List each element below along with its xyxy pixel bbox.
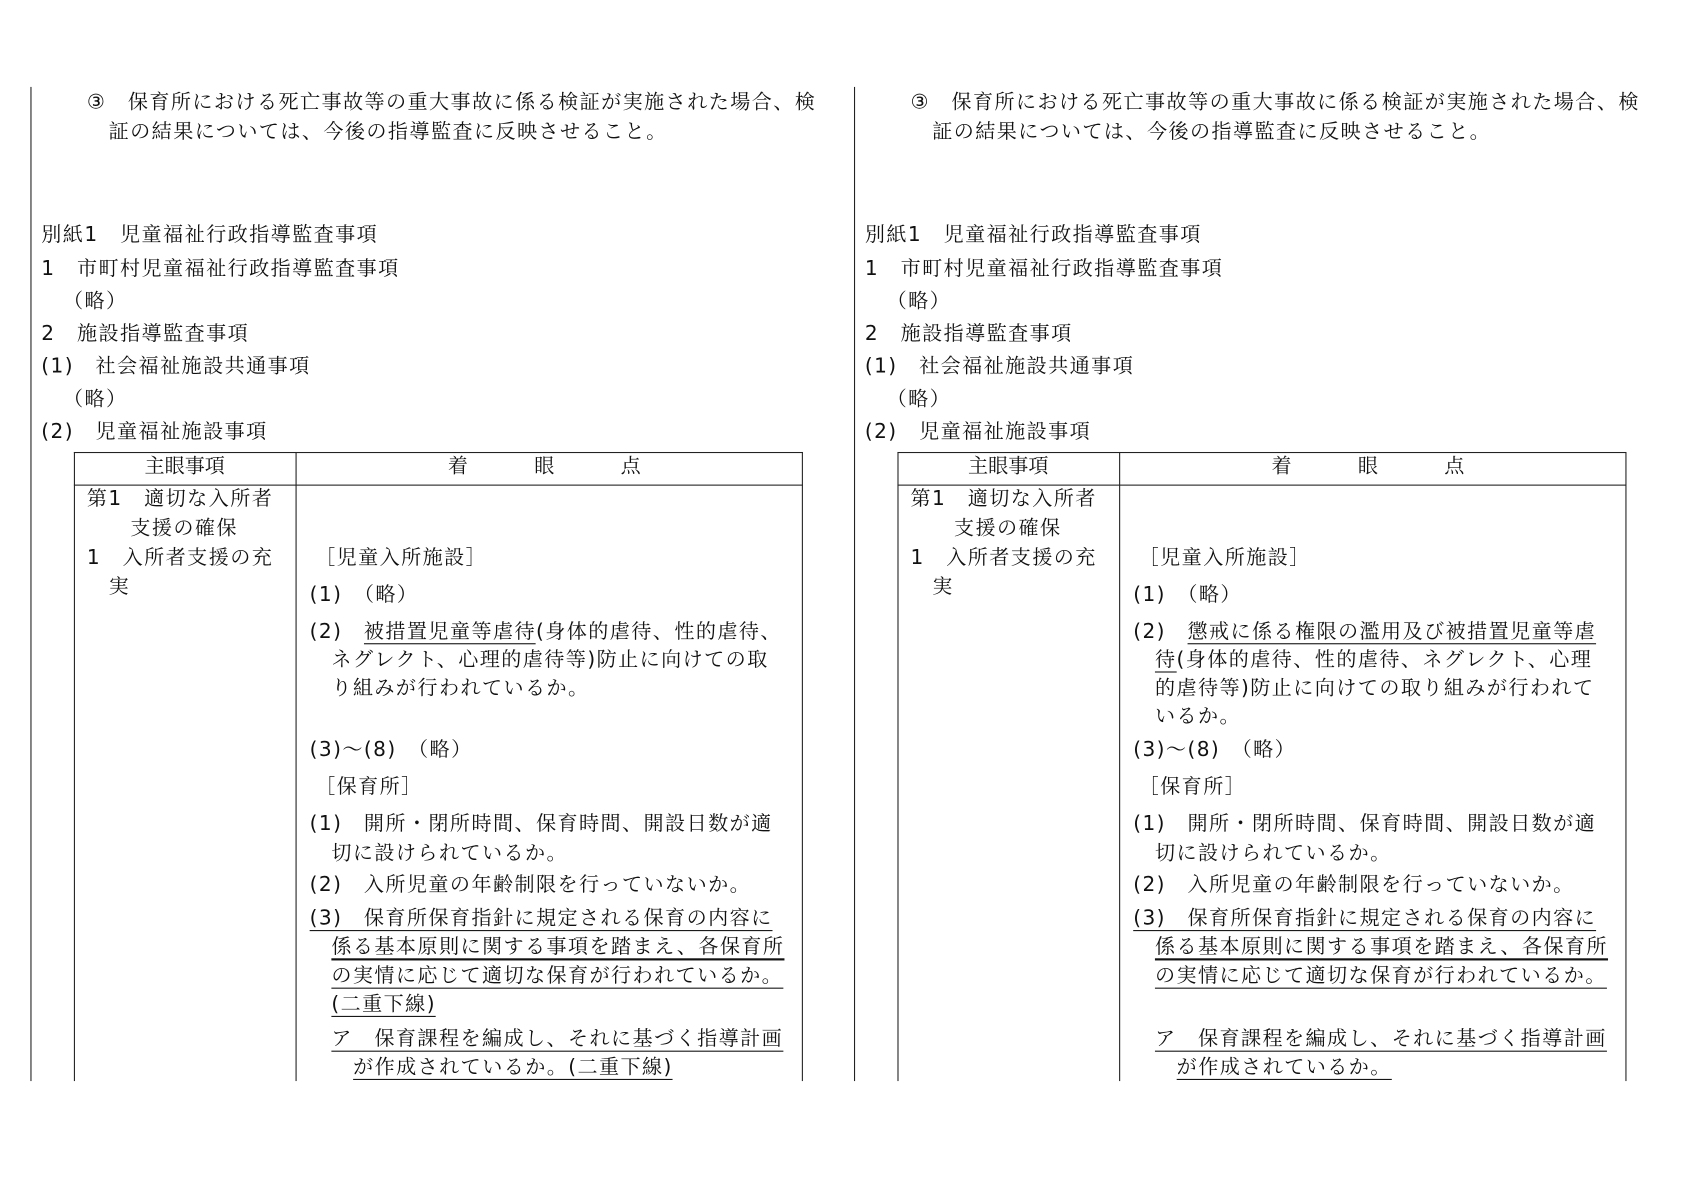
text-line-c1d (109, 575, 131, 601)
table-right-border (1625, 452, 1626, 1081)
text-segment: ［保育所］ (315, 775, 423, 799)
text-line-m (1155, 964, 1607, 990)
text-segment: (身体的虐待、性的虐待、 (535, 620, 782, 644)
text-segment: (1) 社会福祉施設共通事項 (41, 355, 311, 379)
text-line-c1b (130, 516, 238, 542)
table-left-border (74, 452, 75, 1081)
text-line-s3 (63, 289, 128, 315)
text-segment: 2 施設指導監査事項 (41, 322, 250, 346)
text-line-s6 (63, 387, 128, 413)
text-line-a (315, 545, 487, 571)
text-line-s6 (887, 387, 952, 413)
text-segment: 1 市町村児童福祉行政指導監査事項 (864, 257, 1224, 281)
text-segment: ③ 保育所における死亡事故等の重大事故に係る検証が実施された場合、検 (910, 91, 1640, 115)
text-line-k (1133, 906, 1596, 932)
text-line-s4 (865, 322, 1073, 348)
text-segment: 1 入所者支援の充 (910, 546, 1097, 570)
text-line-a (1139, 545, 1311, 571)
text-line-i (1155, 841, 1392, 867)
table-header-main-item: 主眼事項 (144, 455, 225, 479)
text-segment: 別紙1 児童福祉行政指導監査事項 (864, 223, 1202, 247)
text-line-c1a (910, 487, 1096, 513)
text-line-top1 (87, 90, 816, 116)
text-segment: ［児童入所施設］ (1138, 546, 1311, 570)
text-segment: 切に設けられているか。 (331, 842, 569, 865)
text-segment: 支援の確保 (953, 517, 1062, 540)
text-segment: 第1 適切な入所者 (910, 487, 1097, 511)
table-header-main-item: 主眼事項 (968, 455, 1049, 479)
underlined-text: 被措置児童等虐待 (363, 620, 536, 644)
text-segment: いるか。 (1154, 705, 1242, 728)
text-segment: (1) （略） (1133, 583, 1242, 607)
text-line-f (310, 738, 473, 764)
text-line-s4 (41, 322, 249, 348)
text-line-g (315, 775, 423, 801)
text-line-g (1139, 775, 1247, 801)
text-line-s1 (865, 223, 1202, 249)
text-line-d (331, 648, 768, 674)
text-segment: (1) 社会福祉施設共通事項 (864, 355, 1135, 379)
text-line-h (310, 812, 773, 838)
text-segment: (1) 開所・閉所時間、保育時間、開設日数が適 (1133, 812, 1597, 836)
text-segment: 別紙1 児童福祉行政指導監査事項 (41, 223, 379, 247)
underlined-text: の実情に応じて適切な保育が行われているか。 (331, 964, 784, 988)
underlined-text: ア 保育課程を編成し、それに基づく指導計画 (331, 1027, 784, 1051)
text-segment: 切に設けられているか。 (1154, 842, 1392, 865)
text-segment: 実 (932, 575, 954, 599)
text-line-top1 (910, 90, 1639, 116)
text-line-s2 (41, 256, 399, 282)
underlined-text: の実情に応じて適切な保育が行われているか。 (1154, 964, 1607, 988)
text-line-i (331, 841, 568, 867)
text-line-e2 (1155, 704, 1241, 730)
text-segment: (1) （略） (309, 583, 419, 607)
underlined-text: (二重下線) (331, 993, 436, 1016)
text-segment: （略） (63, 387, 128, 411)
text-segment: 2 施設指導監査事項 (864, 322, 1073, 346)
table-header-focus-points: 着 眼 点 (1271, 455, 1474, 479)
text-segment: (3)～(8) （略） (309, 738, 473, 762)
text-segment: (2) 児童福祉施設事項 (41, 420, 268, 444)
text-line-s3 (887, 289, 952, 315)
text-line-c (1133, 619, 1596, 645)
text-line-j (310, 872, 751, 898)
text-segment: 実 (108, 575, 131, 599)
text-line-s2 (865, 256, 1223, 282)
text-line-m (331, 964, 783, 990)
text-line-c1d (932, 575, 954, 601)
text-line-c (310, 619, 782, 645)
text-line-p (1177, 1055, 1392, 1081)
text-line-f (1133, 738, 1296, 764)
text-line-s7 (41, 419, 267, 445)
text-segment: 証の結果については、今後の指導監査に反映させること。 (108, 120, 668, 144)
text-segment: 1 市町村児童福祉行政指導監査事項 (41, 257, 400, 281)
table-left-border (897, 452, 898, 1081)
text-segment: り組みが行われているか。 (331, 676, 590, 700)
text-segment: (2) 児童福祉施設事項 (864, 420, 1092, 444)
text-segment: (2) (309, 620, 364, 644)
text-segment: (2) 入所児童の年齢制限を行っていないか。 (309, 873, 752, 897)
text-segment: ③ 保育所における死亡事故等の重大事故に係る検証が実施された場合、検 (86, 91, 817, 115)
table-column-divider (296, 452, 297, 1081)
text-line-e (1155, 676, 1595, 702)
text-segment: (1) 開所・閉所時間、保育時間、開設日数が適 (309, 812, 773, 836)
text-segment: (身体的虐待、性的虐待、ネグレクト、心理 (1176, 648, 1593, 672)
text-line-j (1133, 872, 1574, 898)
text-line-top2 (109, 120, 668, 146)
text-line-l (1155, 934, 1608, 960)
text-segment: 的虐待等)防止に向けての取り組みが行われて (1154, 676, 1595, 700)
text-segment: (3)～(8) （略） (1133, 738, 1297, 762)
text-line-s1 (41, 223, 378, 249)
underlined-text: 待 (1154, 648, 1177, 672)
text-line-d (1155, 648, 1592, 674)
text-line-c1c (910, 545, 1096, 571)
text-segment: （略） (63, 290, 128, 313)
underlined-text: (3) 保育所保育指針に規定される保育の内容に (1133, 907, 1597, 931)
underlined-text: 懲戒に係る権限の濫用及び被措置児童等虐 (1187, 620, 1597, 644)
text-line-e (331, 676, 589, 702)
text-segment: 支援の確保 (130, 517, 238, 540)
text-line-s5 (41, 354, 310, 380)
text-line-b (1133, 582, 1242, 608)
text-segment: ［児童入所施設］ (315, 546, 488, 570)
table-header-focus-points: 着 眼 点 (447, 455, 650, 479)
text-segment: ネグレクト、心理的虐待等)防止に向けての取 (331, 648, 769, 672)
underlined-text: 係る基本原則に関する事項を踏まえ、各保育所 (1155, 935, 1608, 960)
text-segment: (2) (1133, 620, 1188, 644)
text-line-c1a (87, 487, 273, 513)
text-segment: 1 入所者支援の充 (86, 546, 274, 570)
text-segment: （略） (886, 290, 952, 313)
column-border (30, 87, 31, 1081)
text-line-s5 (865, 354, 1134, 380)
text-line-k (310, 906, 773, 932)
text-line-c1b (954, 516, 1062, 542)
text-line-top2 (932, 120, 1491, 146)
underlined-text: ア 保育課程を編成し、それに基づく指導計画 (1154, 1027, 1607, 1051)
text-segment: ［保育所］ (1138, 775, 1247, 799)
text-line-n (331, 992, 436, 1018)
underlined-text: 係る基本原則に関する事項を踏まえ、各保育所 (331, 935, 784, 960)
underlined-text: が作成されているか。 (1176, 1056, 1392, 1079)
column-border (854, 87, 855, 1081)
text-segment: （略） (886, 387, 952, 411)
text-line-c1c (87, 545, 273, 571)
text-segment: (2) 入所児童の年齢制限を行っていないか。 (1133, 873, 1575, 897)
text-line-p (353, 1055, 673, 1081)
text-line-s7 (865, 419, 1091, 445)
column-current (0, 0, 824, 1181)
column-revised (824, 0, 1648, 1181)
text-line-b (310, 582, 419, 608)
text-segment: 第1 適切な入所者 (86, 487, 274, 511)
underlined-text: (3) 保育所保育指針に規定される保育の内容に (309, 907, 773, 931)
text-line-o (331, 1027, 783, 1053)
text-line-h (1133, 812, 1596, 838)
text-segment: 証の結果については、今後の指導監査に反映させること。 (932, 120, 1492, 144)
underlined-text: が作成されているか。(二重下線) (353, 1056, 673, 1079)
table-right-border (802, 452, 803, 1081)
text-line-l (331, 934, 784, 960)
table-column-divider (1119, 452, 1120, 1081)
text-line-o (1155, 1027, 1607, 1053)
